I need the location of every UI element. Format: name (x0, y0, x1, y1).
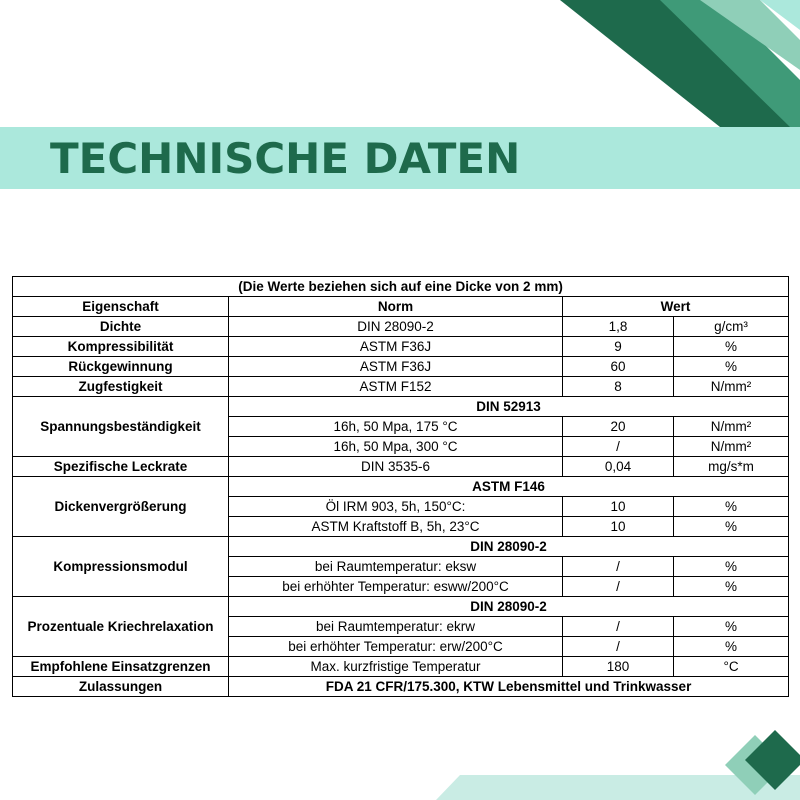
row-value: 10 (563, 497, 674, 517)
row-condition: bei erhöhter Temperatur: esww/200°C (229, 577, 563, 597)
row-unit: % (674, 517, 789, 537)
table-row (13, 377, 789, 397)
row-value: / (563, 557, 674, 577)
table-row (13, 477, 789, 497)
row-unit: % (674, 557, 789, 577)
row-value: / (563, 637, 674, 657)
table-row (13, 657, 789, 677)
row-value: FDA 21 CFR/175.300, KTW Lebensmittel und Trinkwasser (229, 677, 789, 697)
row-label: Rückgewinnung (13, 357, 229, 377)
row-value: / (563, 437, 674, 457)
header-value: Wert (563, 297, 789, 317)
row-label: Kompressibilität (13, 337, 229, 357)
row-norm: DIN 28090-2 (229, 597, 789, 617)
row-value: 180 (563, 657, 674, 677)
row-norm: DIN 28090-2 (229, 317, 563, 337)
row-norm: DIN 28090-2 (229, 537, 789, 557)
row-value: 8 (563, 377, 674, 397)
row-label: Prozentuale Kriechrelaxation (13, 597, 229, 657)
table-row (13, 397, 789, 417)
row-value: 9 (563, 337, 674, 357)
row-label: Spezifische Leckrate (13, 457, 229, 477)
row-unit: N/mm² (674, 377, 789, 397)
row-norm: Max. kurzfristige Temperatur (229, 657, 563, 677)
row-unit: mg/s*m (674, 457, 789, 477)
row-label: Kompressionsmodul (13, 537, 229, 597)
header-norm: Norm (229, 297, 563, 317)
row-unit: % (674, 337, 789, 357)
row-unit: % (674, 577, 789, 597)
header-property: Eigenschaft (13, 297, 229, 317)
row-value: 0,04 (563, 457, 674, 477)
table-header-row (13, 297, 789, 317)
row-norm: DIN 3535-6 (229, 457, 563, 477)
row-label: Spannungsbeständigkeit (13, 397, 229, 457)
row-condition: bei erhöhter Temperatur: erw/200°C (229, 637, 563, 657)
row-norm: ASTM F36J (229, 337, 563, 357)
row-condition: ASTM Kraftstoff B, 5h, 23°C (229, 517, 563, 537)
row-condition: 16h, 50 Mpa, 175 °C (229, 417, 563, 437)
row-label: Zulassungen (13, 677, 229, 697)
table-note: (Die Werte beziehen sich auf eine Dicke von 2 mm) (13, 277, 789, 297)
page-title: TECHNISCHE DATEN (50, 134, 521, 183)
row-norm: ASTM F146 (229, 477, 789, 497)
row-unit: % (674, 357, 789, 377)
row-value: 60 (563, 357, 674, 377)
row-unit: °C (674, 657, 789, 677)
row-condition: bei Raumtemperatur: eksw (229, 557, 563, 577)
table-row (13, 537, 789, 557)
table-row (13, 677, 789, 697)
row-condition: 16h, 50 Mpa, 300 °C (229, 437, 563, 457)
row-value: 10 (563, 517, 674, 537)
row-label: Empfohlene Einsatzgrenzen (13, 657, 229, 677)
table-note-row (13, 277, 789, 297)
row-label: Dickenvergrößerung (13, 477, 229, 537)
row-value: 20 (563, 417, 674, 437)
row-unit: N/mm² (674, 437, 789, 457)
table-row (13, 337, 789, 357)
row-value: / (563, 577, 674, 597)
table-row (13, 457, 789, 477)
row-unit: % (674, 617, 789, 637)
row-label: Dichte (13, 317, 229, 337)
row-unit: % (674, 497, 789, 517)
row-value: 1,8 (563, 317, 674, 337)
row-unit: g/cm³ (674, 317, 789, 337)
row-norm: ASTM F36J (229, 357, 563, 377)
row-unit: N/mm² (674, 417, 789, 437)
table-row (13, 317, 789, 337)
row-unit: % (674, 637, 789, 657)
row-norm: ASTM F152 (229, 377, 563, 397)
row-value: / (563, 617, 674, 637)
table-row (13, 357, 789, 377)
row-condition: Öl IRM 903, 5h, 150°C: (229, 497, 563, 517)
table-row (13, 597, 789, 617)
row-label: Zugfestigkeit (13, 377, 229, 397)
row-norm: DIN 52913 (229, 397, 789, 417)
technical-data-table (12, 276, 789, 697)
row-condition: bei Raumtemperatur: ekrw (229, 617, 563, 637)
